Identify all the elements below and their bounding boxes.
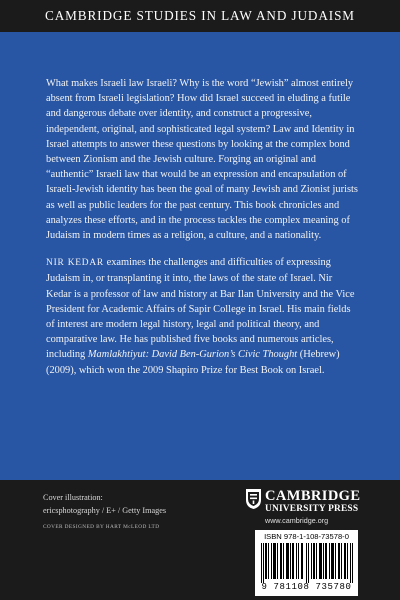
author-bio-end: (Hebrew) (2009), which won the 2009 Shapiro Prize for Best Book on Israel. [46,349,340,376]
publisher-logo [245,486,365,536]
isbn-text: ISBN 978-1-108-73578-0 [264,532,349,541]
publisher-subtitle: UNIVERSITY PRESS [265,504,359,514]
cover-illustration-label: Cover illustration: [43,493,103,502]
author-bio-text: examines the challenges and difficulties of expressing Judaism in, or transplanting it into, the laws of the state of Israel. Nir Kedar is a professor of law and history at Bar Ilan University and the Vice President for Academic Affairs of Sapir College in Israel. His main fields of interest are modern legal history, legal and political theory, and comparative law. He has published five books and numerous articles, including [46,257,355,361]
blurb-text [46,76,360,378]
author-name: NIR KEDAR [46,258,104,269]
series-title: CAMBRIDGE STUDIES IN LAW AND JUDAISM [45,8,355,23]
barcode-digits: 9 781108 735780 [261,582,352,592]
cover-illustration-credit: ericsphotography / E+ / Getty Images [43,506,167,515]
author-bio-paragraph [46,255,360,378]
isbn-barcode-box [255,530,358,596]
publisher-url: www.cambridge.org [265,516,329,525]
footer-band [0,480,400,600]
cover-designer-credit: COVER DESIGNED BY HART McLEOD LTD [43,524,160,530]
blue-blurb-panel [0,32,400,480]
publisher-name: CAMBRIDGE [265,488,361,504]
series-header [0,0,400,32]
barcode-icon [261,543,355,583]
blurb-paragraph-1: What makes Israeli law Israeli? Why is the word “Jewish” almost entirely absent from Israeli legislation? How did Israel succeed in eluding a futile and dangerous debate over identity, and construct a progressive, independent, original, and sophisticated legal system? Law and Identity in Israel attempts to answer these questions by looking at the complex bond between Zionism and the Jewish culture. Forging an original and “authentic” Israeli law that would be an expression and encapsulation of Israeli-Jewish identity has been the goal of many Jewish and Zionist jurists as well as public leaders for the past century. This book chronicles and analyzes these efforts, and in the process tackles the complex meaning of Judaism in modern times as a religion, a culture, and a nationality. [46,78,358,242]
cambridge-crest-icon [245,488,262,510]
book-title-italic: Mamlakhtiyut: David Ben-Gurion’s Civic Thought [87,349,298,361]
